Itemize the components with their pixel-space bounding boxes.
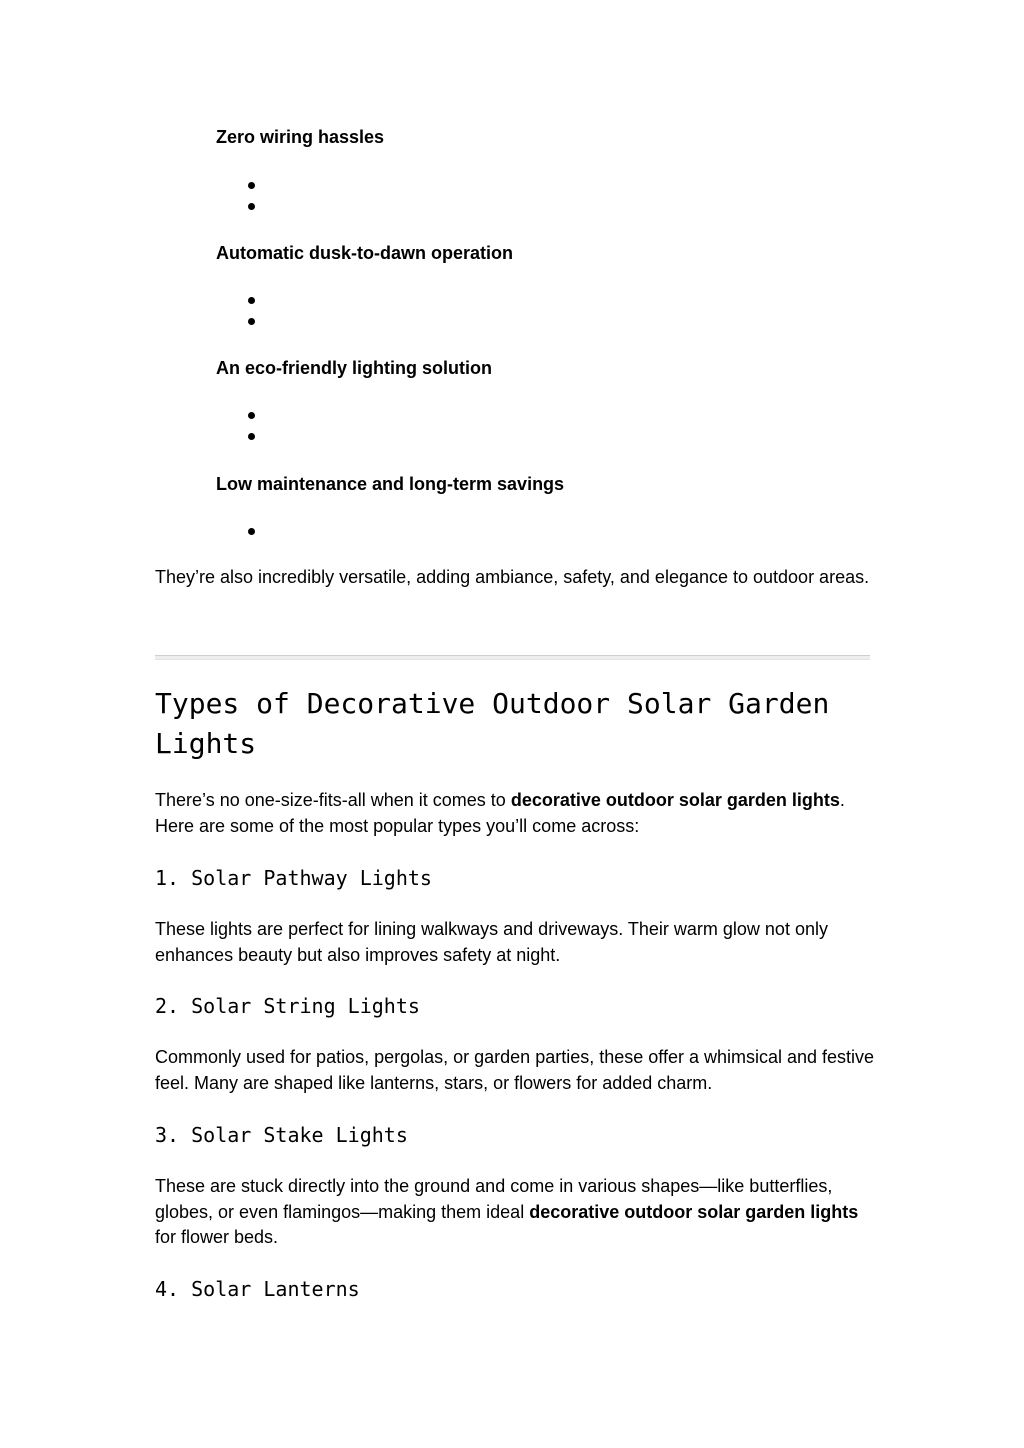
type-description-stake-lights: [155, 1174, 875, 1251]
intro-text-start: There’s no one-size-fits-all when it comes to: [155, 790, 511, 810]
versatility-paragraph: They’re also incredibly versatile, adding ambiance, safety, and elegance to outdoor areas.: [155, 567, 870, 587]
stake-bold-keyword: decorative outdoor solar garden lights: [529, 1201, 859, 1222]
horizontal-divider: [155, 655, 870, 660]
benefit-label-dusk-to-dawn: Automatic dusk-to-dawn operation: [216, 243, 513, 263]
list-bullet: [248, 203, 255, 210]
list-bullet: [248, 318, 255, 325]
section-intro-paragraph: [155, 788, 875, 839]
type-heading-stake-lights: 3. Solar Stake Lights: [155, 1123, 408, 1147]
benefit-label-low-maintenance: Low maintenance and long-term savings: [216, 474, 565, 494]
list-bullet: [248, 433, 255, 440]
type-description-pathway-lights: These lights are perfect for lining walkways and driveways. Their warm glow not only enhances beauty but also improves safety at night.: [155, 919, 828, 965]
stake-text-end: for flower beds.: [155, 1227, 279, 1247]
section-title: Types of Decorative Outdoor Solar Garden Lights: [155, 687, 830, 760]
stake-text-start: These are stuck directly into the ground and come in various shapes—like butterflies, globes, or even flamingos—making them ideal: [155, 1176, 833, 1222]
type-heading-pathway-lights: 1. Solar Pathway Lights: [155, 866, 432, 890]
type-heading-solar-lanterns: 4. Solar Lanterns: [155, 1277, 360, 1301]
list-bullet: [248, 182, 255, 189]
intro-bold-keyword: decorative outdoor solar garden lights: [510, 790, 840, 810]
benefit-label-eco-friendly: An eco-friendly lighting solution: [216, 358, 492, 378]
list-bullet: [248, 528, 255, 535]
type-description-string-lights: Commonly used for patios, pergolas, or garden parties, these offer a whimsical and festive feel. Many are shaped like lanterns, stars, or flowers for added charm.: [155, 1047, 875, 1093]
intro-text-end: . Here are some of the most popular types you’ll come across:: [155, 790, 845, 836]
list-bullet: [248, 412, 255, 419]
benefit-label-zero-wiring: Zero wiring hassles: [216, 127, 385, 147]
type-heading-string-lights: 2. Solar String Lights: [155, 994, 420, 1018]
list-bullet: [248, 297, 255, 304]
